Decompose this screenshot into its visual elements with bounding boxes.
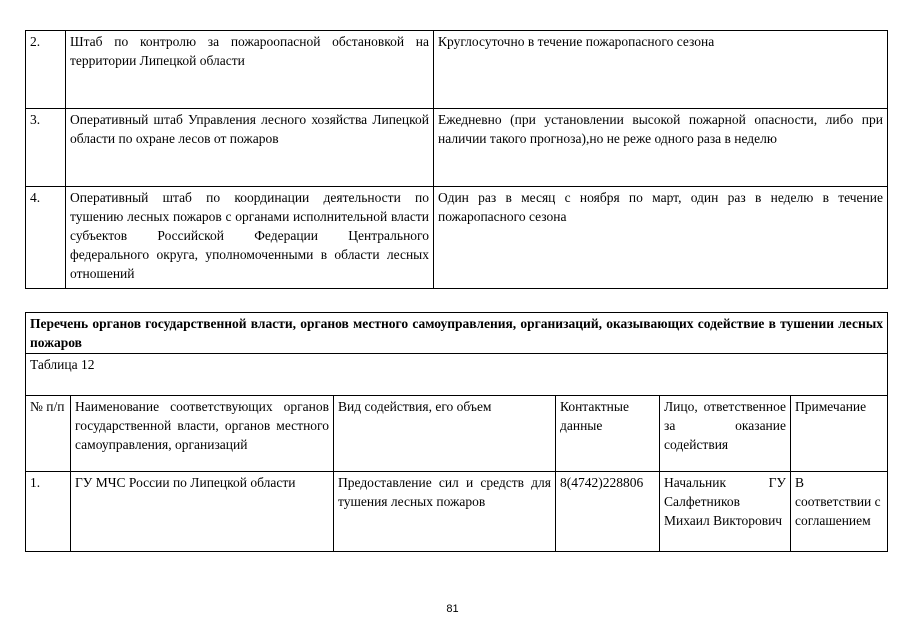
table-heading-row <box>26 313 888 354</box>
contact-data: 8(4742)228806 <box>556 472 660 552</box>
table-row <box>26 31 888 109</box>
table-caption: Таблица 12 <box>26 354 888 396</box>
column-header-row <box>26 396 888 472</box>
column-header: Примечание <box>791 396 888 472</box>
row-number: 4. <box>26 187 66 289</box>
meeting-schedule: Один раз в месяц с ноября по март, один раз в неделю в течение пожаропасного сезона <box>434 187 888 289</box>
table-row <box>26 109 888 187</box>
row-number: 3. <box>26 109 66 187</box>
assistance-type: Предоставление сил и средств для тушения лесных пожаров <box>334 472 556 552</box>
table-12 <box>25 312 888 552</box>
headquarters-name: Оперативный штаб Управления лесного хозяйства Липецкой области по охране лесов от пожаров <box>66 109 434 187</box>
meeting-schedule: Ежедневно (при установлении высокой пожарной опасности, либо при наличии такого прогноза),но не реже одного раза в неделю <box>434 109 888 187</box>
organization-name: ГУ МЧС России по Липецкой области <box>71 472 334 552</box>
schedule-table <box>25 30 888 289</box>
headquarters-name: Штаб по контролю за пожароопасной обстановкой на территории Липецкой области <box>66 31 434 109</box>
table-caption-row <box>26 354 888 396</box>
table-heading: Перечень органов государственной власти, органов местного самоуправления, организаций, оказывающих содействие в тушении лесных пожаров <box>26 313 888 354</box>
column-header: № п/п <box>26 396 71 472</box>
column-header: Контактные данные <box>556 396 660 472</box>
headquarters-name: Оперативный штаб по координации деятельности по тушению лесных пожаров с органами исполнительной власти субъектов Российской Федерации Центрального федерального округа, уполномоченными в области лесных отношений <box>66 187 434 289</box>
responsible-person: Начальник ГУ Салфетников Михаил Викторович <box>660 472 791 552</box>
note: В соответствии с соглашением <box>791 472 888 552</box>
table-row <box>26 187 888 289</box>
row-number: 1. <box>26 472 71 552</box>
row-number: 2. <box>26 31 66 109</box>
meeting-schedule: Круглосуточно в течение пожаропасного сезона <box>434 31 888 109</box>
column-header: Лицо, ответственное за оказание содействия <box>660 396 791 472</box>
column-header: Наименование соответствующих органов государственной власти, органов местного самоуправления, организаций <box>71 396 334 472</box>
page-number: 81 <box>446 603 459 615</box>
table-row <box>26 472 888 552</box>
column-header: Вид содействия, его объем <box>334 396 556 472</box>
